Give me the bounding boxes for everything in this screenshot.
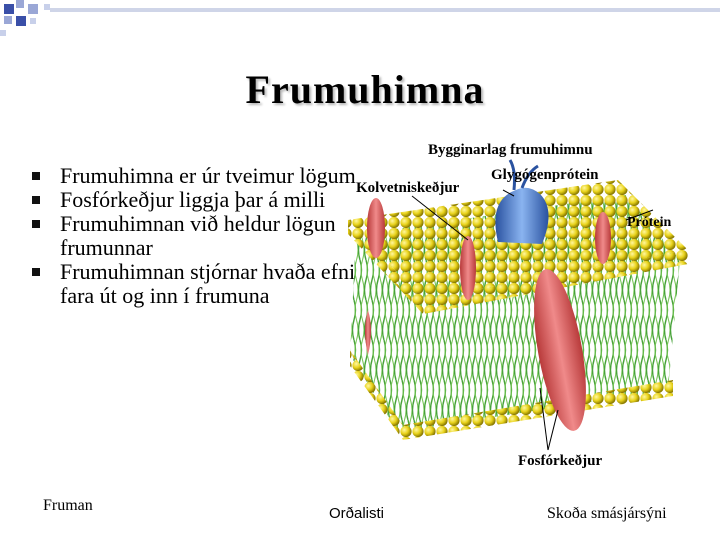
nav-link-ordalisti[interactable]: Orðalisti [329, 505, 385, 522]
bullet-square-icon [32, 196, 40, 204]
bullet-square-icon [32, 268, 40, 276]
bullet-square-icon [32, 220, 40, 228]
bullet-item [28, 260, 358, 308]
bullet-text: Frumuhimnan við heldur lögun frumunnar [60, 211, 336, 260]
bullet-text: Frumuhimna er úr tveimur lögum [60, 163, 356, 188]
bullet-square-icon [32, 172, 40, 180]
bullet-item [28, 188, 358, 212]
corner-decoration [0, 0, 720, 40]
nav-link-fruman[interactable]: Fruman [43, 497, 93, 514]
label-protein: Prótein [627, 215, 672, 230]
bullet-text: Frumuhimnan stjórnar hvaða efni fara út og inn í frumuna [60, 259, 356, 308]
bullet-item [28, 212, 358, 260]
slide-title: Frumuhimna [245, 67, 485, 112]
bullet-item [28, 164, 358, 188]
label-glykoprotein: Glygógenprótein [491, 167, 599, 183]
diagram-title: Bygginarlag frumuhimnu [428, 142, 593, 158]
bullet-list [28, 164, 358, 308]
nav-link-skoda[interactable]: Skoða smásjársýni [547, 505, 667, 522]
label-kolvetni: Kolvetniskeðjur [356, 180, 460, 196]
label-fosfor: Fosfórkeðjur [518, 453, 603, 469]
bullet-text: Fosfórkeðjur liggja þar á milli [60, 187, 326, 212]
